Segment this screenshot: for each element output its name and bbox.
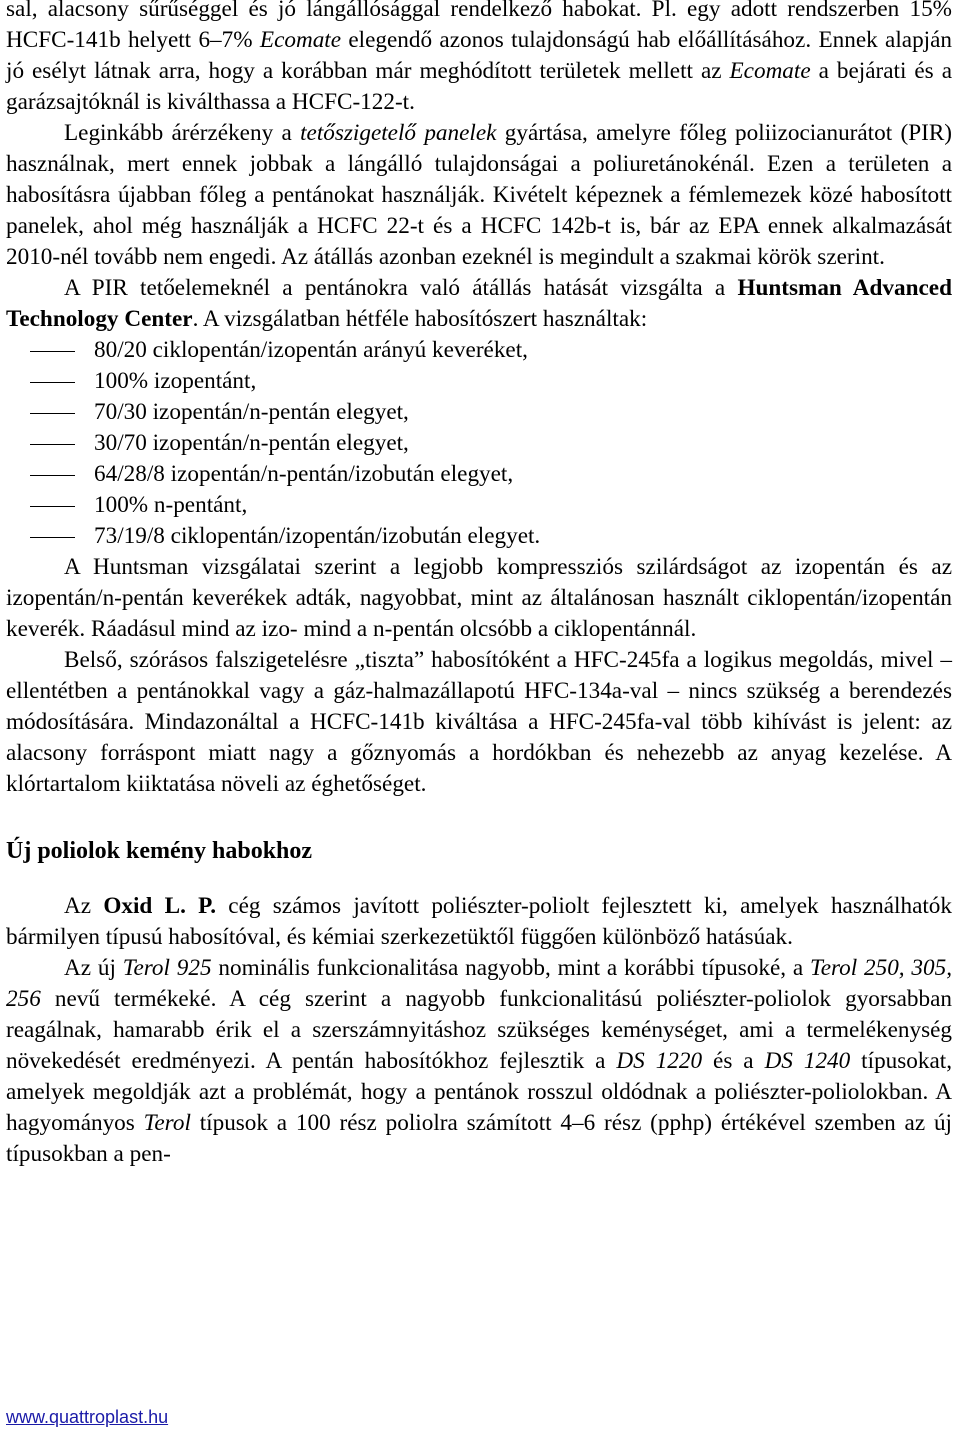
text-run: Leginkább árérzékeny a xyxy=(64,120,301,146)
text-run: elegendő azonos tulajdonságú hab előállításához. Ennek alapján jó esélyt látnak arra, hogy a korábban már meghódított területek mellett az xyxy=(6,27,952,84)
text-run: . A vizsgálatban hétféle habosítószert használtak: xyxy=(192,306,648,332)
list-item: 73/19/8 ciklopentán/izopentán/izobután elegyet. xyxy=(6,521,952,552)
italic-term: Terol xyxy=(143,1110,191,1136)
paragraph-3 xyxy=(6,273,952,335)
italic-term: Ecomate xyxy=(729,58,811,84)
list-item: 100% izopentánt, xyxy=(6,366,952,397)
text-run: cég számos javított poliészter-poliolt fejlesztett ki, amelyek használhatók bármilyen típusú habosítóval, és kémiai szerkezetüktől függően különböző hatásúak. xyxy=(6,893,952,950)
list-item: 64/28/8 izopentán/n-pentán/izobután elegyet, xyxy=(6,459,952,490)
paragraph-4 xyxy=(6,552,952,645)
list-item: 70/30 izopentán/n-pentán elegyet, xyxy=(6,397,952,428)
italic-term: DS 1220 xyxy=(616,1048,703,1074)
paragraph-7 xyxy=(6,953,952,1170)
list-item: 30/70 izopentán/n-pentán elegyet, xyxy=(6,428,952,459)
text-run: sal, alacsony sűrűséggel és jó lángállósággal rendelkező habokat. Pl. egy adott rendszerben 15% HCFC-141b helyett 6–7% xyxy=(6,0,952,53)
bold-organization: Huntsman Advanced Technology Center xyxy=(6,275,952,332)
text-run: és a xyxy=(702,1048,765,1074)
paragraph-6 xyxy=(6,891,952,953)
list-item: 100% n-pentánt, xyxy=(6,490,952,521)
text-run: Az új xyxy=(64,955,123,981)
italic-term: tetőszigetelő panelek xyxy=(300,120,497,146)
text-run: nevű termékeké. A cég szerint a nagyobb funkcionalitású poliészter-poliolok gyorsabban reagálnak, hamarabb érik el a szerszámnyitáshoz szükséges keménységet, ami a termelékenység növekedését eredményezi. A pentán habosítókhoz fejlesztik a xyxy=(6,986,952,1074)
footer-website-link[interactable]: www.quattroplast.hu xyxy=(6,1407,169,1427)
text-run: A Huntsman vizsgálatai szerint a legjobb kompressziós szilárdságot az izopentán és az izopentán/n-pentán keverékek adták, nagyobbat, mint az általánosan használt ciklopentán/izopentán keverék. Ráadásul mind az izo- mind a n-pentán olcsóbb a ciklopentánnál. xyxy=(6,554,952,642)
blowing-agent-list xyxy=(6,335,952,552)
italic-term: DS 1240 xyxy=(764,1048,851,1074)
text-run: típusokat, amelyek megoldják azt a problémát, hogy a pentánok rosszul oldódnak a poliészter-poliolokban. A hagyományos xyxy=(6,1048,952,1136)
bold-organization: Oxid L. P. xyxy=(103,893,216,919)
text-run: típusok a 100 rész poliolra számított 4–6 rész (pphp) értékével szemben az új típusokban a pen- xyxy=(6,1110,952,1167)
italic-term: Terol 250, 305, 256 xyxy=(6,955,952,1012)
italic-term: Ecomate xyxy=(259,27,342,53)
paragraph-1 xyxy=(6,0,952,118)
text-run: a bejárati és a garázsajtóknál is kiválthassa a HCFC-122-t. xyxy=(6,58,952,115)
text-run: Az xyxy=(64,893,104,919)
paragraph-2 xyxy=(6,118,952,273)
text-run: nominális funkcionalitása nagyobb, mint a korábbi típusoké, a xyxy=(211,955,810,981)
paragraph-5 xyxy=(6,645,952,800)
list-item: 80/20 ciklopentán/izopentán arányú keveréket, xyxy=(6,335,952,366)
text-run: A PIR tetőelemeknél a pentánokra való átállás hatását vizsgálta a xyxy=(64,275,738,301)
italic-term: Terol 925 xyxy=(122,955,212,981)
section-heading: Új poliolok kemény habokhoz xyxy=(6,838,313,864)
text-run: Belső, szórásos falszigetelésre „tiszta” habosítóként a HFC-245fa a logikus megoldás, mivel – ellentétben a pentánokkal vagy a gáz-halmazállapotú HFC-134a-val – nincs szükség a berendezés módosítására. Mindazonáltal a HCFC-141b kiváltása a HFC-245fa-val több kihívást is jelent: az alacsony forráspont miatt nagy a gőznyomás a hordókban és nehezebb az anyag kezelése. A klórtartalom kiiktatása növeli az éghetőséget. xyxy=(6,647,952,797)
text-run: gyártása, amelyre főleg poliizocianurátot (PIR) használnak, mert ennek jobbak a lángálló tulajdonságai a poliuretánokénál. Ezen a területen a habosításra újabban főleg a pentánokat használják. Kivételt képeznek a fémlemezek közé habosított panelek, ahol még használják a HCFC 22-t és a HCFC 142b-t is, bár az EPA ennek alkalmazását 2010-nél tovább nem engedi. Az átállás azonban ezeknél is megindult a szakmai körök szerint. xyxy=(6,120,953,270)
